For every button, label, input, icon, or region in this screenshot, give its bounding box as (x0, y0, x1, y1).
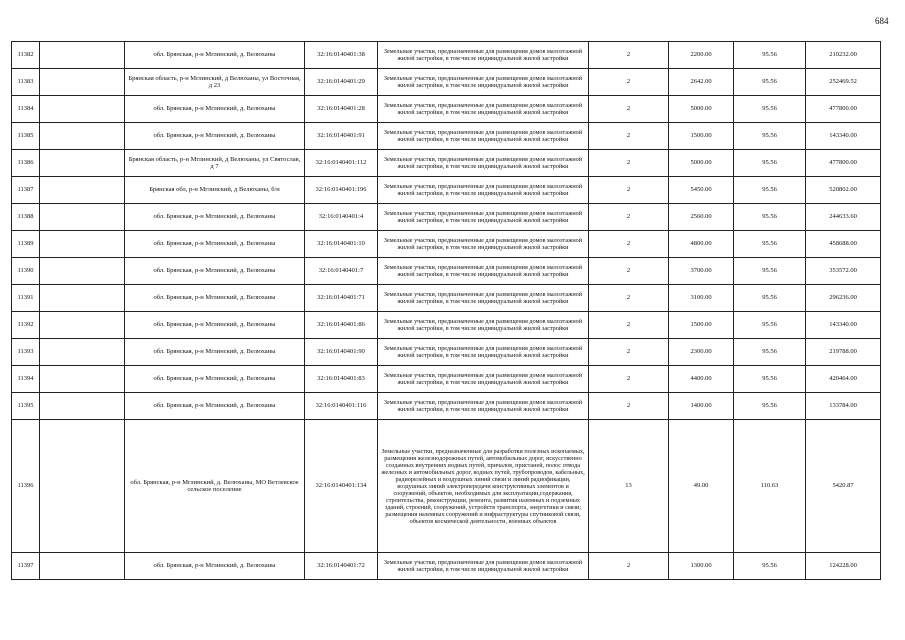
category-cell: 2 (589, 312, 669, 339)
value-cell: 353572.00 (806, 258, 881, 285)
row-number-cell: 11387 (12, 177, 40, 204)
empty-cell (40, 96, 125, 123)
cadastral-number-cell: 32:16:0140401:112 (305, 150, 378, 177)
cadastral-number-cell: 32:16:0140401:86 (305, 312, 378, 339)
row-number-cell: 11397 (12, 553, 40, 580)
table-row (12, 258, 881, 285)
cadastral-number-cell: 32:16:0140401:4 (305, 204, 378, 231)
value-cell: 420464.00 (806, 366, 881, 393)
value-cell: 133784.00 (806, 393, 881, 420)
area-cell: 3700.00 (669, 258, 734, 285)
rate-cell: 95.56 (734, 339, 806, 366)
empty-cell (40, 553, 125, 580)
row-number-cell: 11395 (12, 393, 40, 420)
empty-cell (40, 312, 125, 339)
empty-cell (40, 231, 125, 258)
row-number-cell: 11382 (12, 42, 40, 69)
rate-cell: 95.56 (734, 150, 806, 177)
empty-cell (40, 258, 125, 285)
table-body (12, 42, 881, 580)
land-use-cell: Земельные участки, предназначенные для разработки полезных ископаемых, размещения железнодорожных путей, автомобильных дорог, искусственно созданных внутренних водных путей, причалов, пристаней, полос отвода железных и автомобильных дорог, водных путей, трубопроводов, кабельных, радиорелейных и воздушных линий связи и линий радиофикации, воздушных линий электропередачи конструктивных элементов и сооружений, объектов, необходимых для эксплуатации,содержания, строительства, реконструкции, ремонта, развития наземных и подземных зданий, строений, сооружений, устройств транспорта, энергетики и связи; размещения наземных сооружений и инфраструктуры спутниковой связи, объектов космической деятельности, военных объектов (378, 420, 589, 553)
address-cell: обл. Брянская, р-н Мглинский, д. Велюханы (125, 553, 305, 580)
address-cell: обл. Брянская, р-н Мглинский, д. Велюханы (125, 366, 305, 393)
land-use-cell: Земельные участки, предназначенные для размещения домов малоэтажной жилой застройки, в том числе индивидуальной жилой застройки (378, 96, 589, 123)
area-cell: 2642.00 (669, 69, 734, 96)
rate-cell: 95.56 (734, 123, 806, 150)
value-cell: 219788.00 (806, 339, 881, 366)
row-number-cell: 11392 (12, 312, 40, 339)
row-number-cell: 11396 (12, 420, 40, 553)
category-cell: 2 (589, 553, 669, 580)
category-cell: 2 (589, 366, 669, 393)
address-cell: обл. Брянская, р-н Мглинский, д. Велюханы (125, 312, 305, 339)
table-row (12, 177, 881, 204)
empty-cell (40, 393, 125, 420)
category-cell: 2 (589, 339, 669, 366)
cadastral-number-cell: 32:16:0140401:72 (305, 553, 378, 580)
rate-cell: 95.56 (734, 553, 806, 580)
rate-cell: 95.56 (734, 204, 806, 231)
category-cell: 2 (589, 285, 669, 312)
value-cell: 210232.00 (806, 42, 881, 69)
table-row (12, 123, 881, 150)
row-number-cell: 11394 (12, 366, 40, 393)
value-cell: 296236.00 (806, 285, 881, 312)
category-cell: 2 (589, 42, 669, 69)
cadastral-number-cell: 32:16:0140401:28 (305, 96, 378, 123)
area-cell: 5450.00 (669, 177, 734, 204)
area-cell: 1500.00 (669, 123, 734, 150)
value-cell: 244633.60 (806, 204, 881, 231)
rate-cell: 95.56 (734, 312, 806, 339)
area-cell: 2300.00 (669, 339, 734, 366)
address-cell: обл. Брянская, р-н Мглинский, д. Велюханы (125, 123, 305, 150)
empty-cell (40, 150, 125, 177)
rate-cell: 95.56 (734, 96, 806, 123)
area-cell: 5000.00 (669, 150, 734, 177)
table-row (12, 312, 881, 339)
empty-cell (40, 69, 125, 96)
area-cell: 2200.00 (669, 42, 734, 69)
value-cell: 458688.00 (806, 231, 881, 258)
land-use-cell: Земельные участки, предназначенные для размещения домов малоэтажной жилой застройки, в том числе индивидуальной жилой застройки (378, 339, 589, 366)
category-cell: 2 (589, 177, 669, 204)
land-use-cell: Земельные участки, предназначенные для размещения домов малоэтажной жилой застройки, в том числе индивидуальной жилой застройки (378, 150, 589, 177)
land-use-cell: Земельные участки, предназначенные для размещения домов малоэтажной жилой застройки, в том числе индивидуальной жилой застройки (378, 366, 589, 393)
cadastral-number-cell: 32:16:0140401:116 (305, 393, 378, 420)
area-cell: 1400.00 (669, 393, 734, 420)
table-row (12, 204, 881, 231)
land-use-cell: Земельные участки, предназначенные для размещения домов малоэтажной жилой застройки, в том числе индивидуальной жилой застройки (378, 285, 589, 312)
empty-cell (40, 42, 125, 69)
land-use-cell: Земельные участки, предназначенные для размещения домов малоэтажной жилой застройки, в том числе индивидуальной жилой застройки (378, 231, 589, 258)
row-number-cell: 11389 (12, 231, 40, 258)
land-use-cell: Земельные участки, предназначенные для размещения домов малоэтажной жилой застройки, в том числе индивидуальной жилой застройки (378, 42, 589, 69)
empty-cell (40, 285, 125, 312)
category-cell: 2 (589, 231, 669, 258)
rate-cell: 95.56 (734, 42, 806, 69)
area-cell: 3100.00 (669, 285, 734, 312)
cadastral-number-cell: 32:16:0140401:83 (305, 366, 378, 393)
empty-cell (40, 177, 125, 204)
category-cell: 2 (589, 69, 669, 96)
address-cell: обл. Брянская, р-н Мглинский, д. Велюханы (125, 96, 305, 123)
value-cell: 520802.00 (806, 177, 881, 204)
address-cell: обл. Брянская, р-н Мглинский, д. Велюханы (125, 339, 305, 366)
row-number-cell: 11388 (12, 204, 40, 231)
table-row (12, 393, 881, 420)
table-row (12, 285, 881, 312)
area-cell: 49.00 (669, 420, 734, 553)
rate-cell: 95.56 (734, 393, 806, 420)
empty-cell (40, 339, 125, 366)
category-cell: 13 (589, 420, 669, 553)
land-use-cell: Земельные участки, предназначенные для размещения домов малоэтажной жилой застройки, в том числе индивидуальной жилой застройки (378, 393, 589, 420)
land-use-cell: Земельные участки, предназначенные для размещения домов малоэтажной жилой застройки, в том числе индивидуальной жилой застройки (378, 312, 589, 339)
land-use-cell: Земельные участки, предназначенные для размещения домов малоэтажной жилой застройки, в том числе индивидуальной жилой застройки (378, 69, 589, 96)
land-use-cell: Земельные участки, предназначенные для размещения домов малоэтажной жилой застройки, в том числе индивидуальной жилой застройки (378, 258, 589, 285)
row-number-cell: 11391 (12, 285, 40, 312)
empty-cell (40, 420, 125, 553)
table-row (12, 150, 881, 177)
empty-cell (40, 366, 125, 393)
land-use-cell: Земельные участки, предназначенные для размещения домов малоэтажной жилой застройки, в том числе индивидуальной жилой застройки (378, 553, 589, 580)
area-cell: 4400.00 (669, 366, 734, 393)
row-number-cell: 11386 (12, 150, 40, 177)
value-cell: 477800.00 (806, 150, 881, 177)
row-number-cell: 11393 (12, 339, 40, 366)
area-cell: 5000.00 (669, 96, 734, 123)
rate-cell: 95.56 (734, 366, 806, 393)
address-cell: обл. Брянская, р-н Мглинский, д. Велюханы (125, 204, 305, 231)
table-row (12, 96, 881, 123)
category-cell: 2 (589, 204, 669, 231)
empty-cell (40, 123, 125, 150)
row-number-cell: 11385 (12, 123, 40, 150)
table-row (12, 420, 881, 553)
rate-cell: 95.56 (734, 285, 806, 312)
category-cell: 2 (589, 150, 669, 177)
cadastral-number-cell: 32:16:0140401:134 (305, 420, 378, 553)
rate-cell: 95.56 (734, 258, 806, 285)
cadastral-number-cell: 32:16:0140401:7 (305, 258, 378, 285)
land-registry-table (11, 41, 881, 580)
value-cell: 252469.52 (806, 69, 881, 96)
category-cell: 2 (589, 393, 669, 420)
row-number-cell: 11390 (12, 258, 40, 285)
rate-cell: 95.56 (734, 69, 806, 96)
cadastral-number-cell: 32:16:0140401:91 (305, 123, 378, 150)
area-cell: 4800.00 (669, 231, 734, 258)
rate-cell: 110.63 (734, 420, 806, 553)
value-cell: 143340.00 (806, 312, 881, 339)
cadastral-number-cell: 32:16:0140401:71 (305, 285, 378, 312)
address-cell: обл. Брянская, р-н Мглинский, д. Велюханы (125, 258, 305, 285)
page-number: 684 (875, 16, 889, 26)
address-cell: Брянская область, р-н Мглинский, д Велюханы, ул Восточная, д 23 (125, 69, 305, 96)
cadastral-number-cell: 32:16:0140401:196 (305, 177, 378, 204)
address-cell: обл. Брянская, р-н Мглинский, д. Велюханы (125, 285, 305, 312)
value-cell: 5420.87 (806, 420, 881, 553)
address-cell: Брянская область, р-н Мглинский, д Велюханы, ул Святослав, д 7 (125, 150, 305, 177)
table-row (12, 553, 881, 580)
category-cell: 2 (589, 258, 669, 285)
address-cell: обл. Брянская, р-н Мглинский, д. Велюханы, МО Ветлевское сельское поселение (125, 420, 305, 553)
land-use-cell: Земельные участки, предназначенные для размещения домов малоэтажной жилой застройки, в том числе индивидуальной жилой застройки (378, 177, 589, 204)
cadastral-number-cell: 32:16:0140401:38 (305, 42, 378, 69)
rate-cell: 95.56 (734, 177, 806, 204)
cadastral-number-cell: 32:16:0140401:90 (305, 339, 378, 366)
table-row (12, 231, 881, 258)
area-cell: 1300.00 (669, 553, 734, 580)
row-number-cell: 11384 (12, 96, 40, 123)
address-cell: обл. Брянская, р-н Мглинский, д. Велюханы (125, 231, 305, 258)
category-cell: 2 (589, 123, 669, 150)
address-cell: обл. Брянская, р-н Мглинский, д. Велюханы (125, 42, 305, 69)
table-row (12, 42, 881, 69)
cadastral-number-cell: 32:16:0140401:10 (305, 231, 378, 258)
table-row (12, 366, 881, 393)
row-number-cell: 11383 (12, 69, 40, 96)
table-row (12, 339, 881, 366)
land-use-cell: Земельные участки, предназначенные для размещения домов малоэтажной жилой застройки, в том числе индивидуальной жилой застройки (378, 123, 589, 150)
area-cell: 1500.00 (669, 312, 734, 339)
address-cell: Брянская обл, р-н Мглинский, д Велюханы, б/н (125, 177, 305, 204)
address-cell: обл. Брянская, р-н Мглинский, д. Велюханы (125, 393, 305, 420)
empty-cell (40, 204, 125, 231)
value-cell: 124228.00 (806, 553, 881, 580)
area-cell: 2560.00 (669, 204, 734, 231)
land-use-cell: Земельные участки, предназначенные для размещения домов малоэтажной жилой застройки, в том числе индивидуальной жилой застройки (378, 204, 589, 231)
table-row (12, 69, 881, 96)
value-cell: 477800.00 (806, 96, 881, 123)
category-cell: 2 (589, 96, 669, 123)
rate-cell: 95.56 (734, 231, 806, 258)
value-cell: 143340.00 (806, 123, 881, 150)
cadastral-number-cell: 32:16:0140401:29 (305, 69, 378, 96)
